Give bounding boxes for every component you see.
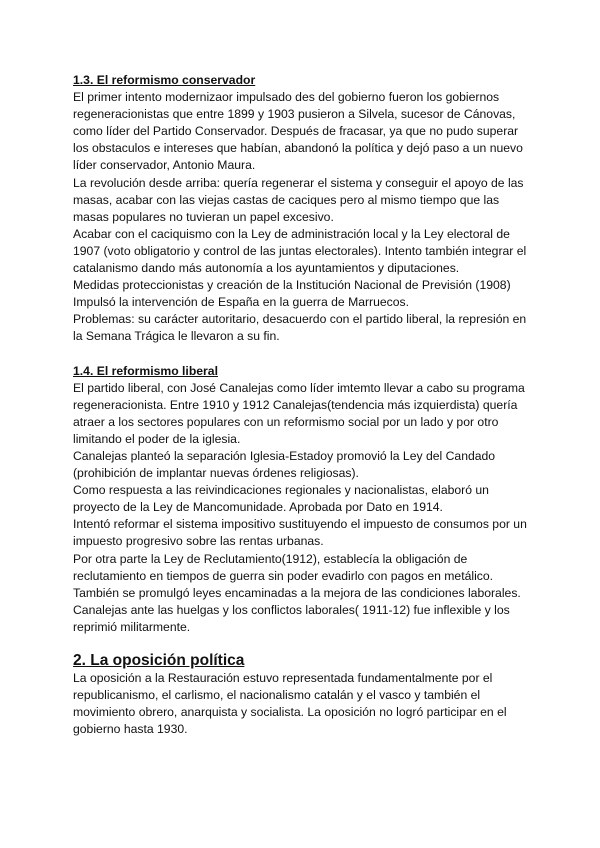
spacer	[73, 346, 533, 363]
text-line: movimiento obrero, anarquista y socialista. La oposición no logró participar en el	[73, 705, 507, 720]
paragraph	[73, 380, 533, 448]
paragraph	[73, 482, 533, 516]
text-line: Problemas: su carácter autoritario, desacuerdo con el partido liberal, la represión en	[73, 312, 527, 327]
section-heading: 1.3. El reformismo conservador	[73, 73, 256, 87]
paragraph	[73, 294, 533, 311]
paragraph	[73, 226, 533, 277]
document-page	[73, 72, 533, 738]
text-line: regeneracionistas que entre 1899 y 1903 pusieron a Silvela, sucesor de Cánovas,	[73, 107, 516, 122]
text-line: Acabar con el caciquismo con la Ley de administración local y la Ley electoral de	[73, 226, 510, 241]
section-oposicion-politica	[73, 651, 533, 738]
paragraph	[73, 277, 533, 294]
text-line: Por otra parte la Ley de Reclutamiento(1912), establecía la obligación de	[73, 551, 468, 566]
paragraph	[73, 670, 533, 738]
section-reformismo-conservador	[73, 72, 533, 346]
text-line: regeneracionista. Entre 1910 y 1912 Canalejas(tendencia más izquierdista) quería	[73, 397, 518, 412]
text-line: como líder del Partido Conservador. Después de fracasar, ya que no pudo superar	[73, 124, 519, 139]
text-line: los obstaculos e intereses que habían, abandonó la política y dejó paso a un nuevo	[73, 141, 523, 156]
text-line: masas, acabar con las viejas castas de caciques pero al mismo tiempo que las	[73, 192, 500, 207]
spacer	[73, 636, 533, 651]
text-line: Impulsó la intervención de España en la guerra de Marruecos.	[73, 295, 410, 310]
text-line: líder conservador, Antonio Maura.	[73, 158, 256, 173]
text-line: La oposición a la Restauración estuvo representada fundamentalmente por el	[73, 671, 493, 685]
paragraph	[73, 585, 533, 602]
text-line: También se promulgó leyes encaminadas a la mejora de las condiciones laborales.	[73, 585, 521, 600]
text-line: reprimió militarmente.	[73, 619, 191, 634]
text-line: Canalejas planteó la separación Iglesia-Estadoy promovió la Ley del Candado	[73, 448, 496, 463]
text-line: El partido liberal, con José Canalejas como líder imtemto llevar a cabo su programa	[73, 380, 525, 395]
text-line: (prohibición de implantar nuevas órdenes religiosas).	[73, 466, 359, 481]
paragraph	[73, 516, 533, 550]
text-line: reclutamiento en tiempos de guerra sin poder evadirlo con pagos en metálico.	[73, 568, 494, 583]
text-line: catalanismo dando más autonomía a los ayuntamientos y diputaciones.	[73, 261, 460, 276]
paragraph	[73, 175, 533, 226]
text-line: la Semana Trágica le llevaron a su fin.	[73, 329, 280, 344]
text-line: republicanismo, el carlismo, el nacionalismo catalán y el vasco y también el	[73, 688, 481, 703]
section-heading: 1.4. El reformismo liberal	[73, 363, 218, 378]
text-line: proyecto de la Ley de Mancomunidade. Aprobada por Dato en 1914.	[73, 500, 443, 515]
text-line: gobierno hasta 1930.	[73, 722, 188, 737]
paragraph	[73, 551, 533, 585]
paragraph	[73, 602, 533, 636]
paragraph	[73, 311, 533, 345]
text-line: Canalejas ante las huelgas y los conflictos laborales( 1911-12) fue inflexible y los	[73, 602, 510, 617]
text-line: Medidas proteccionistas y creación de la Institución Nacional de Previsión (1908)	[73, 278, 511, 293]
paragraph	[73, 448, 533, 482]
text-line: atraer a los sectores populares con un reformismo social por un lado y por otro	[73, 414, 499, 429]
text-line: 1907 (voto obligatorio y control de las juntas electorales). Intento también integrar el	[73, 243, 527, 258]
text-line: Intentó reformar el sistema impositivo sustituyendo el impuesto de consumos por un	[73, 517, 527, 532]
paragraph	[73, 89, 533, 174]
text-line: masas populares no tuvieran un papel excesivo.	[73, 209, 334, 224]
text-line: Como respuesta a las reivindicaciones regionales y nacionalistas, elaboró un	[73, 483, 489, 498]
text-line: El primer intento modernizaor impulsado des del gobierno fueron los gobiernos	[73, 90, 500, 105]
text-line: impuesto progresivo sobre las rentas urbanas.	[73, 534, 324, 549]
text-line: limitando el poder de la iglesia.	[73, 431, 241, 446]
section-reformismo-liberal	[73, 363, 533, 637]
section-heading: 2. La oposición política	[73, 652, 245, 669]
text-line: La revolución desde arriba: quería regenerar el sistema y conseguir el apoyo de las	[73, 175, 524, 190]
